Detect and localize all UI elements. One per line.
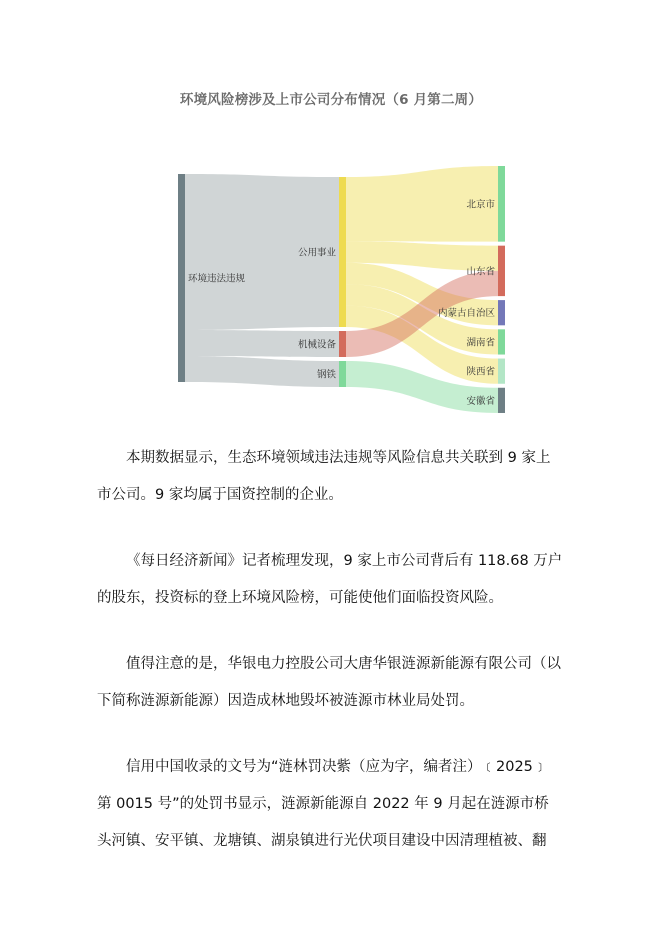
sankey-node-label: 公用事业 [297, 247, 336, 259]
sankey-node-label: 机械设备 [297, 339, 336, 351]
sankey-node-label: 陕西省 [466, 366, 495, 378]
sankey-node [498, 359, 505, 384]
page-title: 环境风险榜涉及上市公司分布情况（6 月第二周） [179, 92, 483, 108]
sankey-link [185, 356, 339, 387]
sankey-node [498, 300, 505, 325]
sankey-node [498, 329, 505, 354]
sankey-node-label: 环境违法违规 [188, 273, 246, 285]
paragraph-line: 的股东，投资标的登上环境风险榜，可能使他们面临投资风险。 [97, 590, 503, 606]
paragraph-line: 第 0015 号”的处罚书显示，涟源新能源自 2022 年 9 月起在涟源市桥 [97, 796, 549, 812]
sankey-node-label: 湖南省 [466, 337, 495, 349]
sankey-node [498, 388, 505, 413]
sankey-chart [0, 150, 662, 407]
sankey-node [178, 174, 185, 382]
sankey-node-label: 北京市 [466, 199, 495, 211]
paragraph-2 [97, 543, 567, 617]
paragraph-1 [97, 440, 567, 514]
sankey-node [339, 177, 346, 327]
sankey-node-label: 山东省 [466, 266, 495, 278]
paragraph-line: 本期数据显示，生态环境领域违法违规等风险信息共关联到 9 家上 [126, 450, 551, 466]
sankey-node [498, 166, 505, 242]
paragraph-4 [97, 749, 567, 860]
paragraph-line: 头河镇、安平镇、龙塘镇、湖泉镇进行光伏项目建设中因清理植被、翻 [97, 833, 547, 849]
sankey-node-label: 钢铁 [316, 369, 336, 381]
sankey-node [498, 246, 505, 296]
sankey-node-label: 内蒙古自治区 [437, 308, 495, 320]
sankey-node-label: 安徽省 [466, 395, 495, 407]
paragraph-3 [97, 646, 567, 720]
sankey-node [339, 331, 346, 357]
paragraph-line: 市公司。9 家均属于国资控制的企业。 [97, 487, 343, 503]
sankey-node [339, 361, 346, 387]
paragraph-line: 信用中国收录的文号为“涟林罚决紫（应为字，编者注）﹝2025﹞ [126, 759, 548, 775]
paragraph-line: 值得注意的是，华银电力控股公司大唐华银涟源新能源有限公司（以 [126, 656, 561, 672]
paragraph-line: 《每日经济新闻》记者梳理发现，9 家上市公司背后有 118.68 万户 [126, 553, 563, 569]
paragraph-line: 下简称涟源新能源）因造成林地毁坏被涟源市林业局处罚。 [97, 693, 474, 709]
